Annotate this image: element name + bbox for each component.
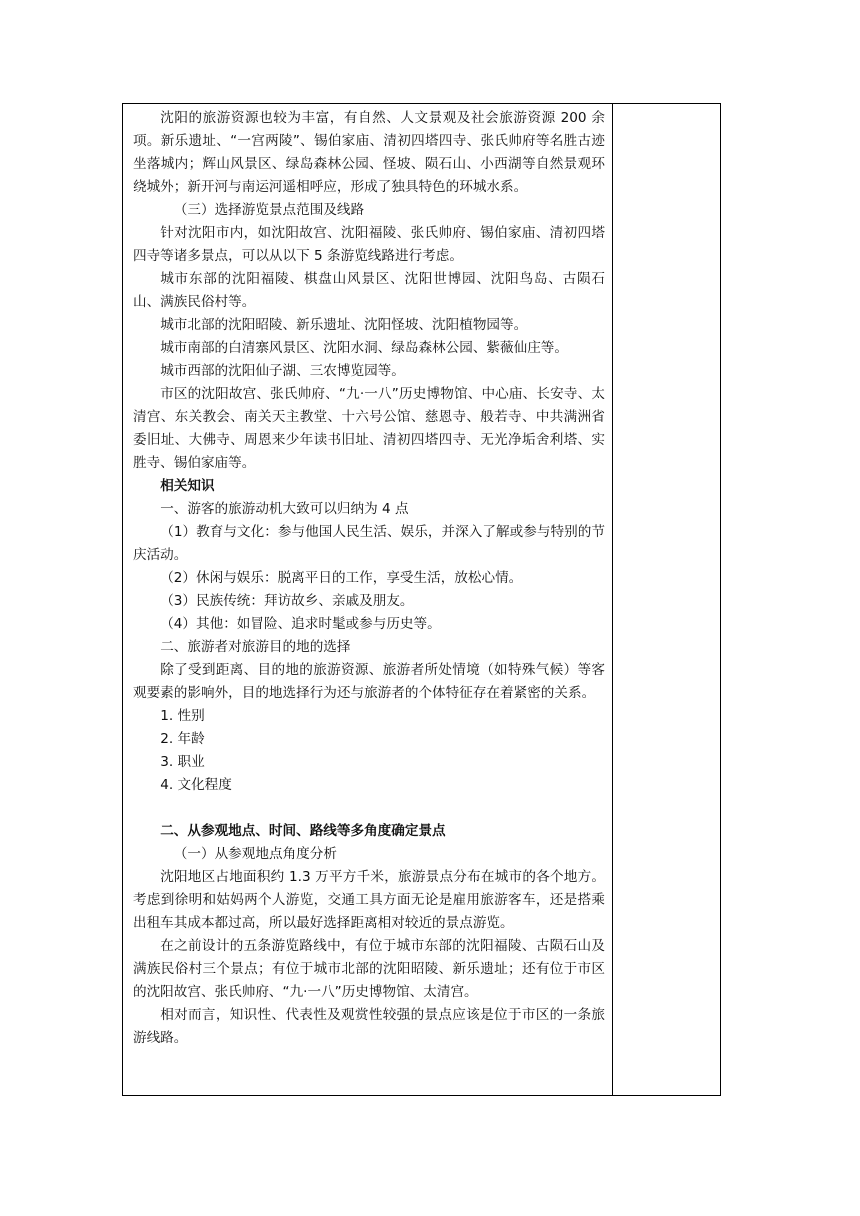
paragraph-resources: 沈阳的旅游资源也较为丰富，有自然、人文景观及社会旅游资源 200 余项。新乐遗址、“一宫两陵”、锡伯家庙、清初四塔四寺、张氏帅府等名胜古迹坐落城内；辉山风景区、绿岛森林公园、怪坡、陨石山、小西湖等自然景观环绕城外；新开河与南运河遥相呼应，形成了独具特色的环城水系。 <box>133 110 605 195</box>
route-south: 城市南部的白清寨风景区、沈阳水洞、绿岛森林公园、紫薇仙庄等。 <box>160 340 568 356</box>
motive-item-1: （1）教育与文化：参与他国人民生活、娱乐，并深入了解或参与特别的节庆活动。 <box>133 524 605 563</box>
paragraph-destination-choice: 除了受到距离、目的地的旅游资源、旅游者所处情境（如特殊气候）等客观要素的影响外，目的地选择行为还与旅游者的个体特征存在着紧密的关系。 <box>133 662 605 701</box>
heading-section-3: （三）选择游览景点范围及线路 <box>173 202 365 218</box>
motive-item-2: （2）休闲与娱乐：脱离平日的工作，享受生活，放松心情。 <box>160 570 523 586</box>
paragraph-conclusion: 相对而言，知识性、代表性及观赏性较强的景点应该是位于市区的一条旅游线路。 <box>133 1007 605 1046</box>
route-east: 城市东部的沈阳福陵、棋盘山风景区、沈阳世博园、沈阳鸟岛、古陨石山、满族民俗村等。 <box>133 271 605 310</box>
heading-part-2-1: （一）从参观地点角度分析 <box>173 846 337 862</box>
route-west: 城市西部的沈阳仙子湖、三农博览园等。 <box>160 363 405 379</box>
paragraph-routes: 在之前设计的五条游览路线中，有位于城市东部的沈阳福陵、古陨石山及满族民俗村三个景点；有位于城市北部的沈阳昭陵、新乐遗址；还有位于市区的沈阳故宫、张氏帅府、“九·一八”历史博物馆、太清宫。 <box>133 938 605 1000</box>
paragraph-area: 沈阳地区占地面积约 1.3 万平方千米，旅游景点分布在城市的各个地方。考虑到徐明和姑妈两个人游览，交通工具方面无论是雇用旅游客车，还是搭乘出租车其成本都过高，所以最好选择距离相对较近的景点游览。 <box>133 869 605 931</box>
heading-motives: 一、游客的旅游动机大致可以归纳为 4 点 <box>160 501 409 517</box>
motive-item-4: （4）其他：如冒险、追求时髦或参与历史等。 <box>160 616 441 632</box>
route-north: 城市北部的沈阳昭陵、新乐遗址、沈阳怪坡、沈阳植物园等。 <box>160 317 528 333</box>
paragraph-route-intro: 针对沈阳市内，如沈阳故宫、沈阳福陵、张氏帅府、锡伯家庙、清初四塔四寺等诸多景点，可以从以下 5 条游览线路进行考虑。 <box>133 225 605 264</box>
route-city: 市区的沈阳故宫、张氏帅府、“九·一八”历史博物馆、中心庙、长安寺、太清宫、东关教会、南关天主教堂、十六号公馆、慈恩寺、般若寺、中共满洲省委旧址、大佛寺、周恩来少年读书旧址、清初四塔四寺、无光净垢舍利塔、实胜寺、锡伯家庙等。 <box>133 386 605 471</box>
factor-item-4: 4. 文化程度 <box>160 777 232 793</box>
heading-destination-choice: 二、旅游者对旅游目的地的选择 <box>160 639 351 655</box>
heading-related-knowledge: 相关知识 <box>160 478 215 494</box>
factor-item-1: 1. 性别 <box>160 708 205 724</box>
document-body <box>133 107 605 1050</box>
factor-item-2: 2. 年龄 <box>160 731 205 747</box>
motive-item-3: （3）民族传统：拜访故乡、亲戚及朋友。 <box>160 593 414 609</box>
column-divider <box>612 104 613 1095</box>
document-table <box>122 103 721 1096</box>
heading-part-2: 二、从参观地点、时间、路线等多角度确定景点 <box>160 823 446 839</box>
factor-item-3: 3. 职业 <box>160 754 205 770</box>
spacer <box>133 797 605 820</box>
